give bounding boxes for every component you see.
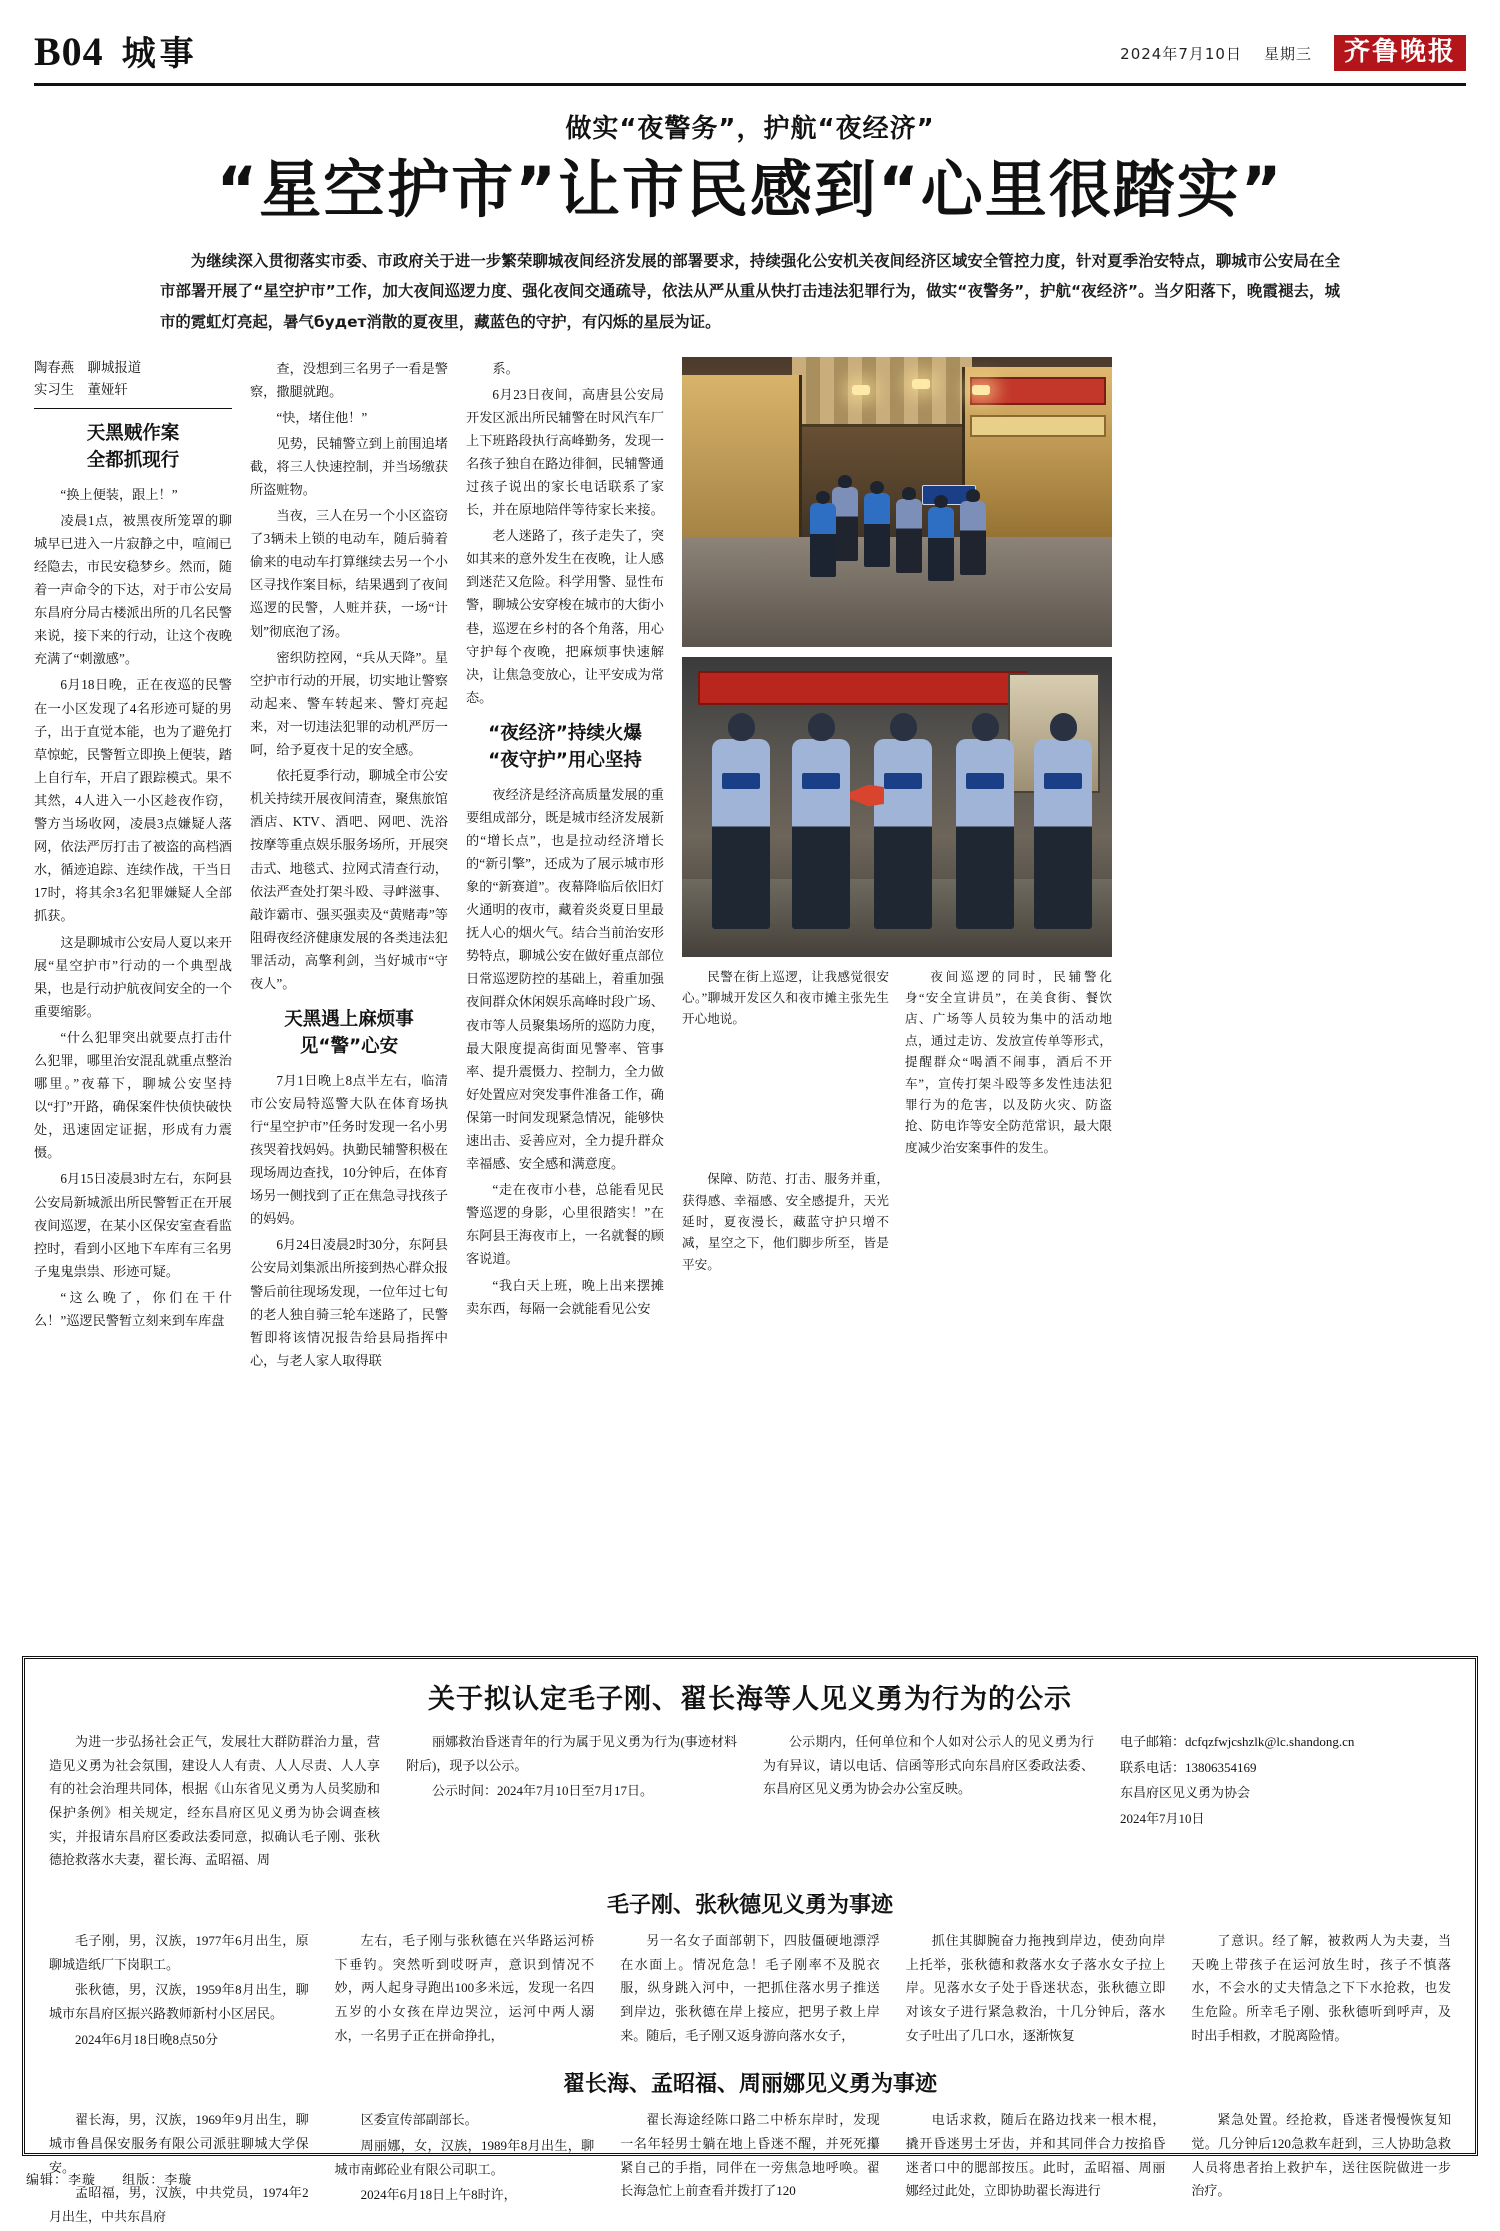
story2-column-5 bbox=[1191, 2108, 1451, 2230]
paragraph: 查，没想到三名男子一看是警察，撒腿就跑。 bbox=[250, 360, 448, 399]
paragraph: 翟长海途经陈口路二中桥东岸时，发现一名年轻男士躺在地上昏迷不醒，并死死攥紧自己的手指，同伴在一旁焦急地呼唤。翟长海急忙上前查看并拨打了120 bbox=[620, 2112, 880, 2199]
story2-column-2 bbox=[335, 2108, 595, 2230]
police-officer-figure bbox=[810, 503, 836, 577]
paragraph: 依托夏季行动，聊城全市公安机关持续开展夜间清查，聚焦旅馆酒店、KTV、酒吧、网吧、洗浴按摩等重点娱乐服务场所，开展突击式、地毯式、拉网式清查行动，依法严查处打架斗殴、寻衅滋事、敲诈霸市、强买强卖及“黄赌毒”等阻碍夜经济健康发展的各类违法犯罪活动，高擎利剑，当好城市“守夜人”。 bbox=[250, 768, 448, 991]
paragraph: “快，堵住他！” bbox=[276, 409, 368, 425]
story1-column-2 bbox=[335, 1929, 595, 2053]
issue-date: 2024年7月10日 bbox=[1120, 44, 1242, 63]
paragraph: 左右，毛子刚与张秋德在兴华路运河桥下垂钓。突然听到哎呀声，意识到情况不妙，两人起身寻跑出100多米远，发现一名四五岁的小女孩在岸边哭泣，运河中两人溺水，一名男子正在拼命挣扎， bbox=[334, 1932, 595, 2043]
notice-date: 2024年7月10日 bbox=[1120, 1810, 1205, 1826]
paragraph: “这么晚了，你们在干什么！”巡逻民警暂立刻来到车库盘 bbox=[34, 1289, 232, 1328]
sub-head-1 bbox=[34, 421, 232, 475]
paragraph: 丽娜救治昏迷青年的行为属于见义勇为行为(事迹材料附后)，现予以公示。 bbox=[406, 1734, 737, 1773]
market-ceiling bbox=[792, 357, 972, 427]
paragraph: 密织防控网，“兵从天降”。星空护市行动的开展，切实地让警察动起来、警车转起来、警灯亮起来，对一切违法犯罪的动机严厉一呵，给予夏夜十足的安全感。 bbox=[250, 649, 448, 758]
article-column-3 bbox=[466, 357, 664, 1375]
notice-column-3 bbox=[763, 1730, 1094, 1874]
story2-column-4 bbox=[906, 2108, 1166, 2230]
paragraph: 凌晨1点，被黑夜所笼罩的聊城早已进入一片寂静之中，喧闹已经隐去，市民安稳梦乡。然而，随着一声命令的下达，对于市公安局东昌府分局古楼派出所的几名民警来说，接下来的行动，让这个夜晚充满了“刺激感”。 bbox=[34, 512, 232, 667]
byline bbox=[34, 357, 232, 410]
police-officer-figure bbox=[874, 739, 932, 929]
paragraph: 见势，民辅警立到上前围追堵截，将三人快速控制，并当场缴获所盗赃物。 bbox=[250, 435, 448, 497]
footer-editor: 编辑：李璇 bbox=[26, 2172, 97, 2187]
byline-reporter: 陶春燕 聊城报道 bbox=[34, 359, 142, 375]
sub-head-1-line1: 天黑贼作案 bbox=[86, 423, 180, 445]
paragraph: 抓住其脚腕奋力拖拽到岸边，使劲向岸上托举，张秋德和救落水女子落水女子拉上岸。见落水女子处于昏迷状态，张秋德立即对该女子进行紧急救治，十几分钟后，落水女子吐出了几口水，逐渐恢复 bbox=[905, 1932, 1166, 2043]
sub-head-2-line1: 天黑遇上麻烦事 bbox=[284, 1009, 414, 1031]
stall-sign-yellow bbox=[970, 415, 1106, 437]
ceiling-lamp-icon bbox=[912, 379, 930, 389]
paragraph: 区委宣传部副部长。 bbox=[360, 2112, 478, 2128]
sub-head-3-line1: “夜经济”持续火爆 bbox=[488, 722, 642, 744]
paragraph: 了意识。经了解，被救两人为夫妻，当天晚上带孩子在运河放生时，孩子不慎落水，不会水的丈夫情急之下下水抢救，也发生危险。所幸毛子刚、张秋德听到呼声，及时出手相救，才脱离险情。 bbox=[1191, 1932, 1451, 2043]
story-2-title: 翟长海、孟昭福、周丽娜见义勇为事迹 bbox=[562, 2072, 937, 2098]
caption-right-2 bbox=[905, 1169, 1112, 1276]
police-officer-figure bbox=[960, 501, 986, 575]
paragraph: 电话求救，随后在路边找来一根木棍，撬开昏迷男士牙齿，并和其同伴合力按掐昏迷者口中的腮部按压。此时，孟昭福、周丽娜经过此处，立即协助翟长海进行 bbox=[905, 2112, 1166, 2199]
sub-head-3 bbox=[466, 721, 664, 775]
caption-left-2: 保障、防范、打击、服务并重，获得感、幸福感、安全感提升，天光延时，夏夜漫长，藏蓝守护只增不减，星空之下，他们脚步所至，皆是平安。 bbox=[682, 1172, 889, 1272]
paragraph: 翟长海，男，汉族，1969年9月出生，聊城市鲁昌保安服务有限公司派驻聊城大学保安。 bbox=[49, 2112, 309, 2175]
ceiling-lamp-icon bbox=[972, 385, 990, 395]
article-column-1 bbox=[34, 357, 232, 1375]
headline-main: “星空护市”让市民感到“心里很踏实” bbox=[216, 153, 1284, 226]
police-officer-figure bbox=[792, 739, 850, 929]
paragraph: 为进一步弘扬社会正气，发展壮大群防群治力量，营造见义勇为社会氛围，建设人人有责、人人尽责、人人享有的社会治理共同体，根据《山东省见义勇为人员奖励和保护条例》相关规定，经东昌府区见义勇为协会调查核实，并报请东昌府区委政法委同意，拟确认毛子刚、张秋德抢救落水夫妻，翟长海、孟昭福、周 bbox=[49, 1734, 380, 1868]
article-column-2 bbox=[250, 357, 448, 1375]
ceiling-lamp-icon bbox=[852, 385, 870, 395]
stall-sign-red bbox=[970, 377, 1106, 405]
paragraph: 这是聊城市公安局人夏以来开展“星空护市”行动的一个典型战果，也是行动护航夜间安全的一个重要缩影。 bbox=[34, 934, 232, 1019]
story2-column-3 bbox=[620, 2108, 880, 2230]
paragraph: 6月24日凌晨2时30分，东阿县公安局刘集派出所接到热心群众报警后前往现场发现，一位年过七旬的老人独自骑三轮车迷路了，民警暂即将该情况报告给县局指挥中心，与老人家人取得联 bbox=[250, 1237, 448, 1368]
photo-daytime-megaphone-briefing bbox=[682, 657, 1112, 957]
sub-head-2-line2: 见“警”心安 bbox=[299, 1035, 399, 1057]
story1-column-4 bbox=[906, 1929, 1166, 2053]
paragraph: 另一名女子面部朝下，四肢僵硬地漂浮在水面上。情况危急！毛子刚率不及脱衣服，纵身跳入河中，一把抓住落水男子推送到岸边，张秋德在岸上接应，把男子救上岸来。随后，毛子刚又返身游向落水女子， bbox=[620, 1932, 880, 2043]
story1-column-1 bbox=[49, 1929, 309, 2053]
paragraph: 系。 bbox=[492, 360, 519, 376]
paragraph: 周丽娜，女，汉族，1989年8月出生，聊城市南邺砼业有限公司职工。 bbox=[334, 2137, 595, 2177]
masthead-left bbox=[34, 26, 198, 75]
article-body bbox=[34, 357, 1466, 1375]
headline-kicker: 做实“夜警务”，护航“夜经济” bbox=[565, 114, 935, 144]
photo-night-market-patrol bbox=[682, 357, 1112, 647]
paragraph: 6月18日晚，正在夜巡的民警在一小区发现了4名形迹可疑的男子，出于直觉本能，也为了避免打草惊蛇，民警暂立即换上便装，踏上自行车，开启了跟踪模式。果不其然，4人进入一小区趁夜作窃，警方当场收网，凌晨3点嫌疑人落网，依法严厉打击了被盗的高档酒水，循迹追踪、连续作战，干当日17时，将其余3名犯罪嫌疑人全部抓获。 bbox=[34, 677, 232, 924]
police-officer-figure bbox=[712, 739, 770, 929]
notice-column-2 bbox=[406, 1730, 737, 1874]
notice-email: 电子邮箱：dcfqzfwjcshzlk@lc.shandong.cn bbox=[1120, 1734, 1355, 1749]
photo-caption-row-2 bbox=[682, 1169, 1112, 1276]
notice-column-1 bbox=[49, 1730, 380, 1874]
paragraph: “我白天上班，晚上出来摆摊卖东西，每隔一会就能看见公安 bbox=[466, 1277, 664, 1316]
paragraph: 毛子刚，男，汉族，1977年6月出生，原聊城造纸厂下岗职工。 bbox=[49, 1932, 309, 1972]
story-2-columns bbox=[49, 2108, 1451, 2230]
notice-column-4 bbox=[1120, 1730, 1451, 1874]
police-officer-figure bbox=[1034, 739, 1092, 929]
story-1-columns bbox=[49, 1929, 1451, 2053]
sub-head-1-line2: 全都抓现行 bbox=[86, 449, 180, 471]
story1-column-3 bbox=[620, 1929, 880, 2053]
notice-intro-columns bbox=[49, 1730, 1451, 1874]
headline-standfirst: 为继续深入贯彻落实市委、市政府关于进一步繁荣聊城夜间经济发展的部署要求，持续强化公安机关夜间经济区域安全管控力度，针对夏季治安特点，聊城市公安局在全市部署开展了“星空护市”工作，加大夜间巡逻力度、强化夜间交通疏导，依法从严从重从快打击违法犯罪行为，做实“夜警务”，护航“夜经济”。当夕阳落下，晚霞褪去，城市的霓虹灯亮起，暑气будет消散的夏夜里，藏蓝色的守护，有闪烁的星辰为证。 bbox=[160, 252, 1340, 331]
masthead-right bbox=[1120, 35, 1466, 75]
paragraph: 公示时间：2024年7月10日至7月17日。 bbox=[432, 1783, 654, 1799]
police-officer-figure bbox=[928, 507, 954, 581]
notice-issuer: 东昌府区见义勇为协会 bbox=[1120, 1785, 1251, 1801]
page-number: B04 bbox=[34, 29, 104, 74]
paragraph: 紧急处置。经抢救，昏迷者慢慢恢复知觉。几分钟后120急救车赶到，三人协助急救人员将患者抬上救护车，送往医院做进一步治疗。 bbox=[1191, 2112, 1451, 2199]
photo-caption-row bbox=[682, 967, 1112, 1160]
paragraph: 孟昭福，男，汉族，中共党员，1974年2月出生，中共东昌府 bbox=[49, 2185, 309, 2224]
red-banner bbox=[698, 671, 1028, 705]
paragraph: “什么犯罪突出就要点打击什么犯罪，哪里治安混乱就重点整治哪里。”夜幕下，聊城公安坚持以“打”开路，确保案件快侦快破快处，迅速固定证据，形成有力震慑。 bbox=[34, 1029, 232, 1161]
police-officer-figure bbox=[896, 499, 922, 573]
paragraph: 6月15日凌晨3时左右，东阿县公安局新城派出所民警暂正在开展夜间巡逻，在某小区保安室查看监控时，看到小区地下车库有三名男子鬼鬼祟祟、形迹可疑。 bbox=[34, 1171, 232, 1279]
sub-head-2 bbox=[250, 1007, 448, 1061]
sub-head-3-line2: “夜守护”用心坚持 bbox=[488, 749, 642, 771]
notice-title: 关于拟认定毛子刚、翟长海等人见义勇为行为的公示 bbox=[428, 1684, 1072, 1715]
story1-column-5 bbox=[1191, 1929, 1451, 2053]
issue-weekday: 星期三 bbox=[1263, 44, 1312, 63]
paragraph: “换上便装，跟上！” bbox=[60, 486, 178, 502]
photo-column bbox=[682, 357, 1112, 1375]
paragraph: 7月1日晚上8点半左右，临清市公安局特巡警大队在体育场执行“星空护市”任务时发现一名小男孩哭着找妈妈。执勤民辅警积极在现场周边查找，10分钟后，在体育场另一侧找到了正在焦急寻找孩子的妈妈。 bbox=[250, 1072, 448, 1227]
byline-intern: 实习生 董娅轩 bbox=[34, 382, 128, 398]
paragraph: 老人迷路了，孩子走失了，突如其来的意外发生在夜晚，让人感到迷茫又危险。科学用警、显性布警，聊城公安穿梭在城市的大街小巷，巡逻在乡村的各个角落，用心守护每个夜晚，把麻烦事快速解决，让焦急变放心，让平安成为常态。 bbox=[466, 528, 664, 705]
paper-logo: 齐鲁晚报 bbox=[1334, 35, 1466, 71]
caption-right: 夜间巡逻的同时，民辅警化身“安全宣讲员”，在美食街、餐饮店、广场等人员较为集中的活动地点，通过走访、发放宣传单等形式，提醒群众“喝酒不闹事，酒后不开车”，宣传打架斗殴等多发性违法犯罪行为的危害，以及防火灾、防盗抢、防电诈等安全防范常识，最大限度减少治安案事件的发生。 bbox=[905, 969, 1112, 1155]
paragraph: 2024年6月18日晚8点50分 bbox=[75, 2031, 219, 2047]
paragraph: “走在夜市小巷，总能看见民警巡逻的身影，心里很踏实！”在东阿县王海夜市上，一名就餐的顾客说道。 bbox=[466, 1182, 664, 1267]
paragraph: 当夜，三人在另一个小区盗窃了3辆未上锁的电动车，随后骑着偷来的电动车打算继续去另一个小区寻找作案目标，结果遇到了夜间巡逻的民警，人赃并获，一场“计划”彻底泡了汤。 bbox=[250, 508, 448, 639]
paragraph: 夜经济是经济高质量发展的重要组成部分，既是城市经济发展新的“增长点”，也是拉动经济增长的“新引擎”，还成为了展示城市形象的“新赛道”。夜幕降临后依旧灯火通明的夜市，藏着炎炎夏日里最抚人心的烟火气。结合当前治安形势特点，聊城公安在做好重点部位日常巡逻防控的基础上，着重加强夜间群众休闲娱乐高峰时段广场、夜市等人员聚集场所的巡防力度，最大限度提高街面见警率、管事率、提升震慑力、控制力，全力做好处置应对突发事件准备工作，确保第一时间发现紧急情况，能够快速出击、妥善应对，全力提升群众幸福感、安全感和满意度。 bbox=[466, 786, 664, 1172]
paragraph: 6月23日夜间，高唐县公安局开发区派出所民辅警在时风汽车厂上下班路段执行高峰勤务，发现一名孩子独自在路边徘徊，民辅警通过孩子说出的家长电话联系了家长，并在原地陪伴等待家长来接。 bbox=[466, 386, 664, 518]
masthead bbox=[34, 26, 1466, 86]
footer-layout: 组版：李璇 bbox=[122, 2172, 193, 2187]
paragraph: 张秋德，男，汉族，1959年8月出生，聊城市东昌府区振兴路教师新村小区居民。 bbox=[49, 1982, 309, 2021]
section-title: 城事 bbox=[121, 34, 198, 74]
police-officer-figure bbox=[864, 493, 890, 567]
paragraph: 公示期内，任何单位和个人如对公示人的见义勇为行为有异议，请以电话、信函等形式向东昌府区委政法委、东昌府区见义勇为协会办公室反映。 bbox=[763, 1734, 1094, 1797]
caption-left: 民警在街上巡逻，让我感觉很安心。”聊城开发区久和夜市摊主张先生开心地说。 bbox=[682, 969, 889, 1027]
story-1-title: 毛子刚、张秋德见义勇为事迹 bbox=[606, 1892, 893, 1918]
paragraph: 2024年6月18日上午8时许， bbox=[360, 2187, 517, 2203]
notice-phone: 联系电话：13806354169 bbox=[1120, 1759, 1257, 1775]
police-officer-figure bbox=[956, 739, 1014, 929]
page-footer bbox=[26, 2169, 214, 2188]
